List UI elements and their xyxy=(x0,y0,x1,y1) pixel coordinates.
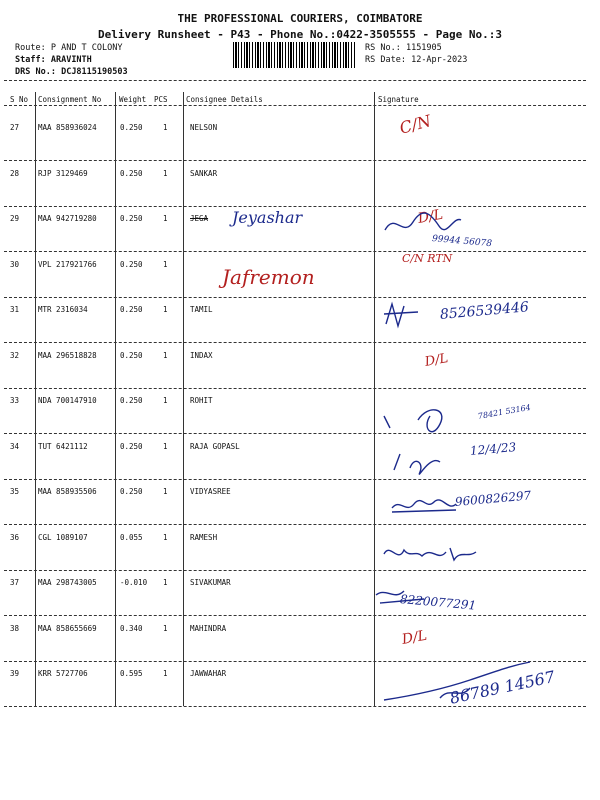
column-header-consignment: Consignment No xyxy=(38,95,102,104)
header-divider xyxy=(4,105,586,106)
row-serial-number: 34 xyxy=(10,442,20,451)
signature-mark: 8220077291 xyxy=(399,592,477,613)
pcs-count: 1 xyxy=(163,305,168,314)
weight-value: 0.250 xyxy=(120,396,143,405)
signature-scribble xyxy=(380,660,540,710)
column-header-consignee: Consignee Details xyxy=(186,95,263,104)
drs-label: DRS No.: xyxy=(15,67,56,77)
row-serial-number: 29 xyxy=(10,214,20,223)
weight-value: 0.595 xyxy=(120,669,143,678)
handwritten-name: Jafremon xyxy=(222,265,315,289)
row-divider xyxy=(4,251,586,252)
consignee-name: INDAX xyxy=(190,351,213,360)
consignee-name: JAWWAHAR xyxy=(190,669,227,678)
row-divider xyxy=(4,433,586,434)
row-serial-number: 37 xyxy=(10,578,20,587)
rs-date-value: 12-Apr-2023 xyxy=(411,55,468,65)
column-header-sno: S No xyxy=(10,95,29,104)
pcs-count: 1 xyxy=(163,351,168,360)
consignment-number: CGL 1089107 xyxy=(38,533,88,542)
pcs-count: 1 xyxy=(163,123,168,132)
signature-mark: D/L xyxy=(423,351,450,370)
pcs-count: 1 xyxy=(163,624,168,633)
top-divider xyxy=(4,80,586,81)
rs-no-line xyxy=(365,43,442,53)
signature-mark: 8526539446 xyxy=(439,299,530,323)
consignee-name: TAMIL xyxy=(190,305,213,314)
signature-mark: 78421 53164 xyxy=(477,402,532,421)
rs-no-value: 1151905 xyxy=(405,43,442,53)
pcs-count: 1 xyxy=(163,487,168,496)
document-title: THE PROFESSIONAL COURIERS, COIMBATORE xyxy=(177,12,423,25)
weight-value: 0.250 xyxy=(120,487,143,496)
consignment-number: MAA 296518828 xyxy=(38,351,97,360)
staff-value: ARAVINTH xyxy=(50,55,92,65)
row-serial-number: 38 xyxy=(10,624,20,633)
weight-value: 0.250 xyxy=(120,214,143,223)
signature-mark: 12/4/23 xyxy=(469,439,517,458)
rs-date-line xyxy=(365,55,467,65)
consignment-number: MAA 858935506 xyxy=(38,487,97,496)
consignment-number: MAA 942719280 xyxy=(38,214,97,223)
consignee-name: RAJA GOPASL xyxy=(190,442,240,451)
consignee-name: RAMESH xyxy=(190,533,218,542)
weight-value: -0.010 xyxy=(120,578,148,587)
row-serial-number: 33 xyxy=(10,396,20,405)
handwritten-name: Jeyashar xyxy=(232,208,303,227)
pcs-count: 1 xyxy=(163,442,168,451)
consignment-number: VPL 217921766 xyxy=(38,260,97,269)
signature-mark: 86789 14567 xyxy=(448,666,557,708)
consignee-name: SANKAR xyxy=(190,169,218,178)
signature-scribble xyxy=(383,210,463,240)
drs-line xyxy=(15,67,128,77)
consignee-name: VIDYASREE xyxy=(190,487,231,496)
signature-mark: 99944 56078 xyxy=(431,234,493,250)
consignment-number: MAA 858936024 xyxy=(38,123,97,132)
row-serial-number: 28 xyxy=(10,169,20,178)
row-divider xyxy=(4,206,586,207)
weight-value: 0.250 xyxy=(120,123,143,132)
column-divider xyxy=(374,92,375,706)
consignment-number: RJP 3129469 xyxy=(38,169,88,178)
signature-mark: 9600826297 xyxy=(454,488,532,509)
row-divider xyxy=(4,570,586,571)
column-header-signature: Signature xyxy=(378,95,419,104)
staff-line xyxy=(15,55,92,65)
column-divider xyxy=(183,92,184,706)
pcs-count: 1 xyxy=(163,669,168,678)
row-divider xyxy=(4,524,586,525)
route-value: P AND T COLONY xyxy=(50,43,123,53)
pcs-count: 1 xyxy=(163,578,168,587)
signature-mark: D/L xyxy=(416,206,445,227)
runsheet-subtitle: Delivery Runsheet - P43 - Phone No.:0422-3505555 - Page No.:3 xyxy=(98,28,502,41)
rs-date-label: RS Date: xyxy=(365,55,406,65)
column-header-pcs: PCS xyxy=(154,95,168,104)
consignment-number: KRR 5727706 xyxy=(38,669,88,678)
consignee-name: NELSON xyxy=(190,123,218,132)
pcs-count: 1 xyxy=(163,169,168,178)
barcode xyxy=(233,42,355,68)
row-divider xyxy=(4,160,586,161)
row-divider xyxy=(4,342,586,343)
row-serial-number: 36 xyxy=(10,533,20,542)
pcs-count: 1 xyxy=(163,260,168,269)
weight-value: 0.250 xyxy=(120,351,143,360)
weight-value: 0.250 xyxy=(120,169,143,178)
pcs-count: 1 xyxy=(163,533,168,542)
rs-no-label: RS No.: xyxy=(365,43,401,53)
weight-value: 0.250 xyxy=(120,260,143,269)
weight-value: 0.055 xyxy=(120,533,143,542)
staff-label: Staff: xyxy=(15,55,46,65)
consignment-number: MAA 858655669 xyxy=(38,624,97,633)
pcs-count: 1 xyxy=(163,214,168,223)
signature-mark: C/N xyxy=(397,111,434,138)
column-divider xyxy=(115,92,116,706)
weight-value: 0.250 xyxy=(120,305,143,314)
row-divider xyxy=(4,479,586,480)
consignee-name: ROHIT xyxy=(190,396,213,405)
drs-value: DCJ8115190503 xyxy=(61,67,128,77)
row-serial-number: 32 xyxy=(10,351,20,360)
signature-scribble xyxy=(390,494,460,518)
route-label: Route: xyxy=(15,43,46,53)
signature-scribble xyxy=(380,540,500,566)
column-divider xyxy=(35,92,36,706)
consignee-name: MAHINDRA xyxy=(190,624,227,633)
signature-scribble xyxy=(378,398,473,438)
row-serial-number: 31 xyxy=(10,305,20,314)
consignment-number: MAA 298743005 xyxy=(38,578,97,587)
signature-scribble xyxy=(374,585,434,609)
consignment-number: NDA 700147910 xyxy=(38,396,97,405)
consignment-number: TUT 6421112 xyxy=(38,442,88,451)
row-serial-number: 39 xyxy=(10,669,20,678)
row-divider xyxy=(4,388,586,389)
route-line xyxy=(15,43,123,53)
consignee-name: JEGA xyxy=(190,214,209,223)
signature-mark: C/N RTN xyxy=(402,252,453,265)
column-header-weight: Weight xyxy=(119,95,147,104)
row-divider xyxy=(4,297,586,298)
consignment-number: MTR 2316034 xyxy=(38,305,88,314)
pcs-count: 1 xyxy=(163,396,168,405)
consignee-name: SIVAKUMAR xyxy=(190,578,231,587)
row-divider xyxy=(4,615,586,616)
signature-scribble xyxy=(390,448,450,478)
signature-scribble xyxy=(382,300,422,330)
signature-mark: D/L xyxy=(400,627,429,648)
weight-value: 0.250 xyxy=(120,442,143,451)
weight-value: 0.340 xyxy=(120,624,143,633)
row-serial-number: 35 xyxy=(10,487,20,496)
row-serial-number: 27 xyxy=(10,123,20,132)
row-serial-number: 30 xyxy=(10,260,20,269)
